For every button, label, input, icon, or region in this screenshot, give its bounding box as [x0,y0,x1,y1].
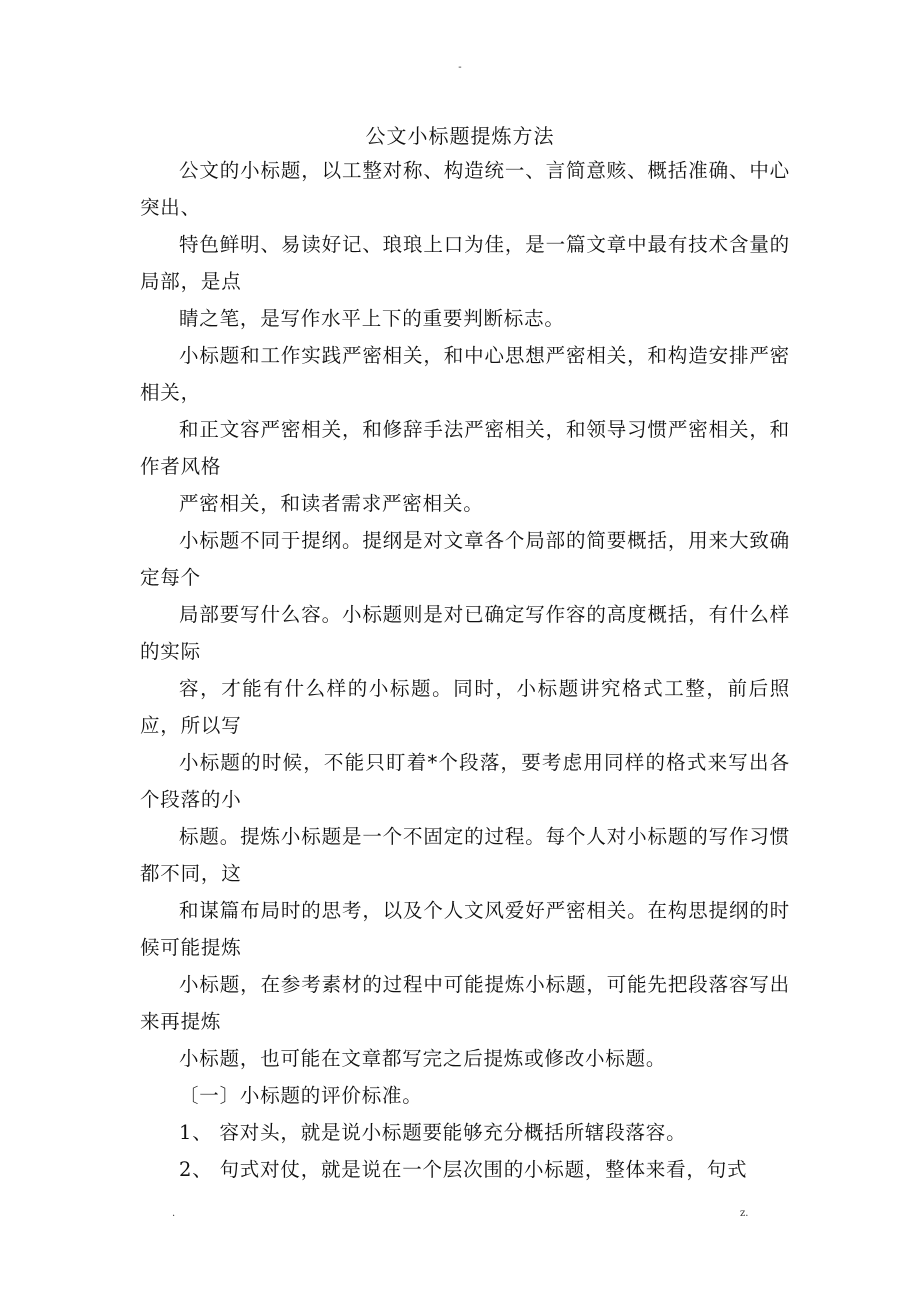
paragraph: 小标题不同于提纲。提纲是对文章各个局部的简要概括，用来大致确定每个 [140,529,790,589]
paragraph: 小标题和工作实践严密相关，和中心思想严密相关，和构造安排严密相关， [140,344,790,404]
list-item: 2、 句式对仗，就是说在一个层次围的小标题，整体来看，句式 [179,1158,748,1181]
section-heading: 〔一〕小标题的评价标准。 [179,1084,423,1107]
paragraph: 容，才能有什么样的小标题。同时，小标题讲究格式工整，前后照应，所以写 [140,677,790,737]
paragraph: 小标题，在参考素材的过程中可能提炼小标题，可能先把段落容写出来再提炼 [140,973,790,1033]
document-body [140,152,790,1188]
paragraph: 小标题，也可能在文章都写完之后提炼或修改小标题。 [179,1047,667,1070]
paragraph: 严密相关，和读者需求严密相关。 [179,492,484,515]
document-title: 公文小标题提炼方法 [365,124,555,148]
paragraph: 和谋篇布局时的思考，以及个人文风爱好严密相关。在构思提纲的时候可能提炼 [140,899,790,959]
paragraph: 小标题的时候，不能只盯着*个段落，要考虑用同样的格式来写出各个段落的小 [140,751,790,811]
footer-left-mark: . [172,1208,176,1219]
footer-right-mark: z. [740,1208,749,1219]
paragraph: 局部要写什么容。小标题则是对已确定写作容的高度概括，有什么样的实际 [140,603,790,663]
paragraph: 公文的小标题，以工整对称、构造统一、言简意赅、概括准确、中心突出、 [140,159,790,219]
paragraph: 标题。提炼小标题是一个不固定的过程。每个人对小标题的写作习惯都不同，这 [140,825,790,885]
header-mark: - [458,62,462,73]
paragraph: 特色鲜明、易读好记、琅琅上口为佳，是一篇文章中最有技术含量的局部，是点 [140,233,790,293]
paragraph: 和正文容严密相关，和修辞手法严密相关，和领导习惯严密相关，和作者风格 [140,418,790,478]
paragraph: 睛之笔，是写作水平上下的重要判断标志。 [179,307,565,330]
list-item: 1、 容对头，就是说小标题要能够充分概括所辖段落容。 [179,1121,687,1144]
